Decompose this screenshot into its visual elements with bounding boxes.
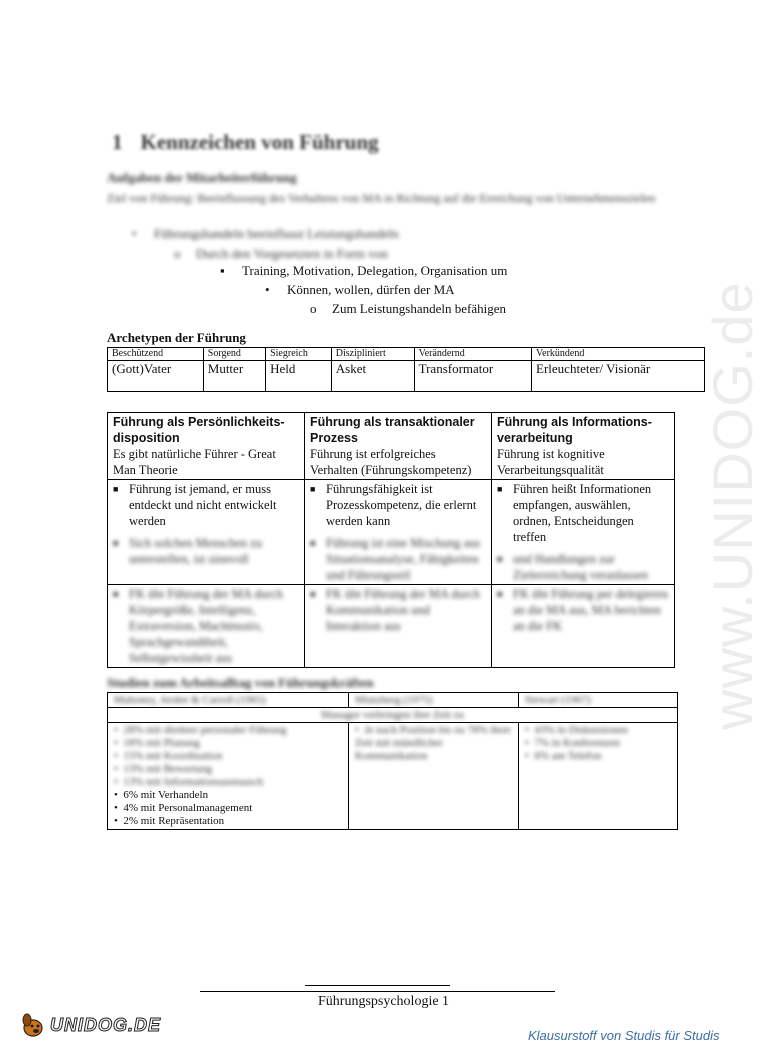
square-bullet-icon: ■ [497,484,503,494]
list-item-text: 13% mit Bewertung [123,763,212,775]
square-bullet-icon: ■ [310,589,316,599]
table-header-cell: Mahoney, Jerdee & Carroll (1965) [108,693,349,708]
table-cell: Transformator [414,361,531,392]
table-header-cell: Beschützend [108,348,204,361]
table-cell [305,413,492,480]
table-header-cell: Stewart (1967) [519,693,678,708]
bullet-icon: o [310,301,317,316]
list-item [132,226,399,242]
list-item: • 18% mit Planung [114,737,200,749]
list-item-text: Durch den Vorgesetzten in Form von [196,246,388,261]
square-bullet-icon: ■ [310,538,316,548]
table-header-row [108,413,675,480]
table-header-cell: Verändernd [414,348,531,361]
list-item: • 4% mit Personalmanagement [114,802,253,814]
list-item-text: Führung ist jemand, er muss entdeckt und nicht entwickelt werden [129,482,277,528]
table-cell [108,585,305,668]
list-item: • 13% mit Bewertung [114,763,212,775]
table-cell: Manager verbringen ihre Zeit zu [108,708,678,723]
bullet-icon: o [174,246,181,261]
list-item-text: Führung ist eine Mischung aus Situationsanalyse, Fähigkeiten und Führungsstil [326,536,481,582]
list-item-text: 4% mit Personalmanagement [123,802,253,814]
unidog-logo [18,1010,161,1040]
list-item-text: 6% mit Verhandeln [123,789,209,801]
table-row [108,480,675,585]
list-item-text: Zum Leistungshandeln befähigen [332,301,507,316]
list-item: • 7% in Konferenzen [525,737,620,749]
table-header-row [108,348,705,361]
list-item [497,481,669,545]
table-cell: Erleuchteter/ Visionär [532,361,705,392]
list-item-text: 43% in Diskussionen [534,724,628,736]
table-header-cell: Siegreich [266,348,332,361]
table-cell [108,723,349,830]
list-item-text: 13% mit Informationsaustausch [123,776,264,788]
list-item [113,481,299,529]
list-item: • 43% in Diskussionen [525,724,628,736]
table-row [108,723,678,830]
list-item-text: Führen heißt Informationen empfangen, auswählen, ordnen, Entscheidungen treffen [513,482,652,544]
studies-table [107,692,678,830]
list-item [310,535,486,583]
list-item-text: Je nach Position bis zu 78% ihrer Zeit mit mündlicher Kommunikation [355,724,512,762]
table-header-cell: Mintzberg (1975) [349,693,519,708]
table-cell [492,480,675,585]
leadership-concepts-table [107,412,675,668]
table-header-cell: Diszipliniert [331,348,414,361]
square-bullet-icon: ■ [113,538,119,548]
list-item-text: 6% am Telefon [534,750,602,762]
table-row [108,585,675,668]
table-cell: Mutter [203,361,265,392]
list-item [310,301,506,317]
list-item [310,481,486,529]
list-item-text: Training, Motivation, Delegation, Organisation um [242,263,508,278]
square-bullet-icon: ■ [113,589,119,599]
list-item-text: 2% mit Repräsentation [123,815,225,827]
section-title: Kennzeichen von Führung [140,130,379,154]
table-header-cell: Verkündend [532,348,705,361]
watermark: www.UNIDOG.de [701,281,764,730]
column-title: Führung als Informations-verarbeitung [497,415,652,445]
bullet-icon: • [132,226,137,241]
table-cell: Asket [331,361,414,392]
list-item [497,586,669,634]
dog-icon [18,1010,48,1040]
table-cell [108,413,305,480]
column-description: Führung ist erfolgreiches Verhalten (Führungskompetenz) [310,447,472,477]
table-header-cell: Sorgend [203,348,265,361]
tagline: Klausurstoff von Studis für Studis [528,1028,720,1043]
square-bullet-icon: ■ [497,554,503,564]
table-row [108,361,705,392]
list-item-text: FK übt Führung der MA durch Kommunikation und Interaktion aus [326,587,480,633]
subsection-title: Aufgaben der Mitarbeiterführung [107,170,297,185]
archetypes-title: Archetypen der Führung [107,330,246,345]
list-item-text: Können, wollen, dürfen der MA [287,282,455,297]
list-item [265,282,455,298]
section-heading [112,130,379,155]
square-bullet-icon: ■ [310,484,316,494]
footer-rule-short [305,985,450,986]
list-item-text: Führungshandeln beeinflusst Leistungshandeln [154,226,399,241]
footer-rule [200,991,555,992]
list-item-text: Führungsfähigkeit ist Prozesskompetenz, die erlernt werden kann [326,482,477,528]
list-item: • 13% mit Informationsaustausch [114,776,264,788]
goal-paragraph: Ziel von Führung: Beeinflussung des Verhaltens von MA in Richtung auf die Erreichung von Unternehmenszielen [107,191,656,205]
table-cell [492,413,675,480]
list-item-text: 7% in Konferenzen [534,737,620,749]
footer-title: Führungspsychologie 1 [318,994,450,1009]
table-cell: Held [266,361,332,392]
column-description: Führung ist kognitive Verarbeitungsqualität [497,447,605,477]
logo-text: UNIDOG.DE [50,1014,162,1035]
list-item [310,586,486,634]
list-item-text: FK übt Führung der MA durch Körpergröße, Intelligenz, Extraversion, Machtmotiv, Sprachgewandtheit, Selbstgewissheit aus [129,587,283,665]
list-item [113,535,299,567]
table-header-row [108,693,678,708]
table-cell [349,723,519,830]
list-item [113,586,299,666]
list-item: • 6% mit Verhandeln [114,789,209,801]
section-number: 1 [112,130,123,154]
list-item [497,551,669,583]
list-item: • 6% am Telefon [525,750,602,762]
table-row [108,708,678,723]
list-item: • 28% mit direkter personaler Führung [114,724,287,736]
list-item-text: Sich solchen Menschen zu unterstellen, ist sinnvoll [129,536,262,566]
column-description: Es gibt natürliche Führer - Great Man Theorie [113,447,276,477]
column-title: Führung als Persönlichkeits-disposition [113,415,285,445]
list-item-text: 28% mit direkter personaler Führung [123,724,287,736]
list-item-text: 18% mit Planung [123,737,200,749]
bullet-icon: ▪ [220,263,225,278]
square-bullet-icon: ■ [113,484,119,494]
table-cell [519,723,678,830]
table-cell [305,585,492,668]
list-item: • 2% mit Repräsentation [114,815,225,827]
list-item [174,246,388,262]
square-bullet-icon: ■ [497,589,503,599]
table-cell [492,585,675,668]
list-item-text: 15% mit Koordination [123,750,223,762]
list-item: • Je nach Position bis zu 78% ihrer Zeit mit mündlicher Kommunikation [355,724,512,762]
list-item-text: FK übt Führung per delegieren an die MA aus, MA berichten an die FK [513,587,668,633]
archetypes-table [107,347,705,392]
list-item-text: und Handlungen zur Zielerreichung veranlassen [513,552,649,582]
list-item: • 15% mit Koordination [114,750,223,762]
table-cell: (Gott)Vater [108,361,204,392]
studies-title: Studien zum Arbeitsalltag von Führungskräften [107,675,374,690]
table-cell [108,480,305,585]
bullet-icon: • [265,282,270,297]
list-item [220,263,507,279]
column-title: Führung als transaktionaler Prozess [310,415,475,445]
table-cell [305,480,492,585]
